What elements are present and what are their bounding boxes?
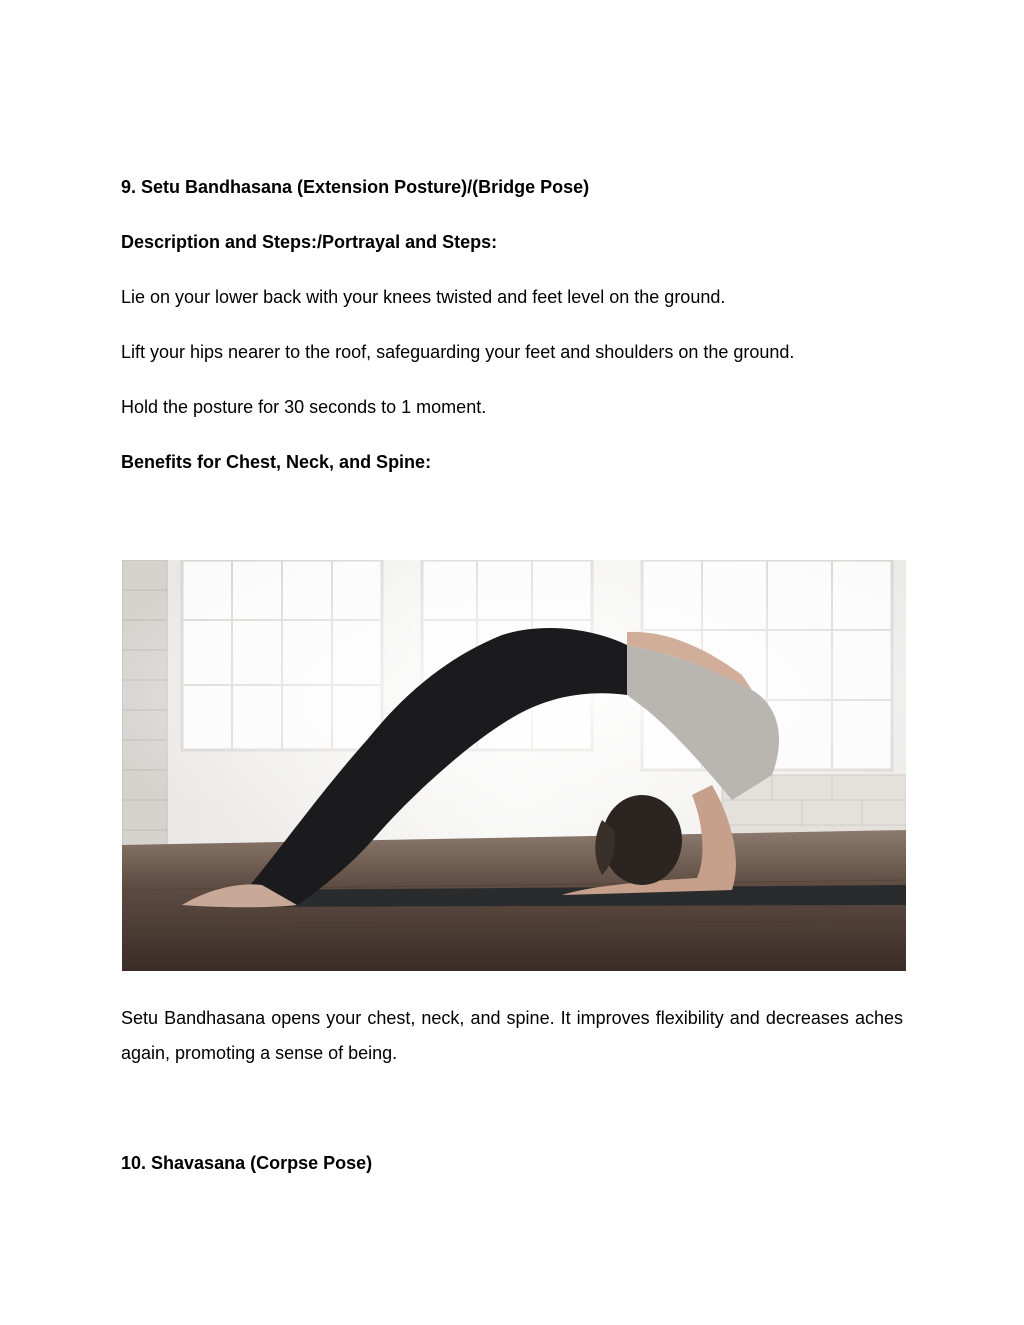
step-3-text: Hold the posture for 30 seconds to 1 moment. [121, 397, 487, 417]
yoga-pose-photo [122, 560, 906, 971]
section-9-heading: 9. Setu Bandhasana (Extension Posture)/(Bridge Pose) [121, 177, 590, 197]
benefits-heading: Benefits for Chest, Neck, and Spine: [121, 452, 432, 472]
step-2-text: Lift your hips nearer to the roof, safeguarding your feet and shoulders on the ground. [121, 342, 795, 362]
section-10-heading: 10. Shavasana (Corpse Pose) [121, 1153, 373, 1173]
benefits-paragraph: Setu Bandhasana opens your chest, neck, and spine. It improves flexibility and decreases aches again, promoting a sense of being. [121, 1008, 903, 1063]
description-heading: Description and Steps:/Portrayal and Steps: [121, 232, 498, 252]
step-1-text: Lie on your lower back with your knees twisted and feet level on the ground. [121, 287, 726, 307]
